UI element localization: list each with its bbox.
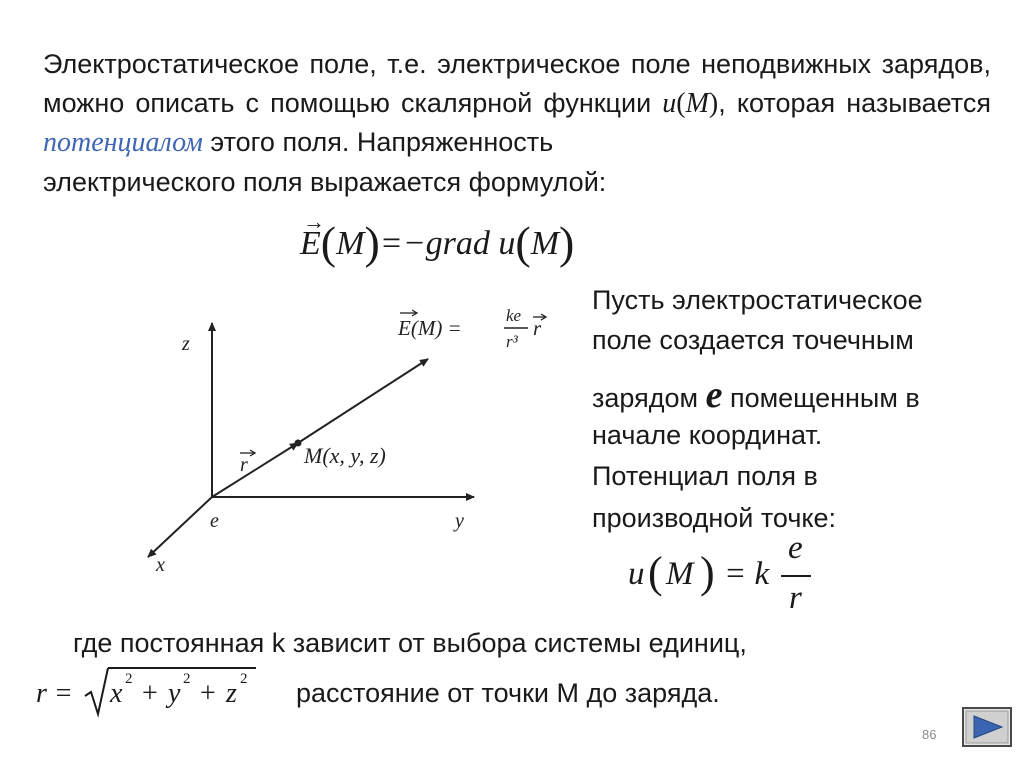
x-term: x: [110, 678, 123, 709]
field-denominator: r³: [506, 332, 518, 351]
intro-text-2: , которая называется: [718, 87, 991, 118]
paren-right-2: ): [559, 217, 575, 268]
M-symbol-2: M: [530, 225, 560, 262]
paren-right: ): [700, 548, 715, 597]
paren-left: (: [320, 217, 337, 268]
intro-paragraph: [43, 45, 991, 201]
right-line-3: [592, 373, 920, 417]
z-term: z: [226, 678, 237, 709]
page-number: 86: [922, 727, 937, 742]
right-line-4: начале координат.: [592, 420, 823, 450]
potential-term: потенциалом: [43, 127, 203, 158]
potential-formula: [628, 530, 828, 620]
right-line-3b: помещенным в: [722, 383, 920, 413]
field-vector: [298, 359, 428, 443]
E-symbol: E: [300, 225, 321, 262]
x-label: x: [156, 554, 165, 576]
y-term: y: [168, 678, 181, 709]
fraction-numerator: e: [788, 530, 803, 566]
intro-text-4: электрического поля выражается формулой:: [43, 166, 607, 197]
M-symbol: M: [685, 87, 709, 119]
x-exponent: 2: [125, 671, 133, 687]
next-slide-button[interactable]: [962, 707, 1012, 747]
sqrt-bar: [108, 667, 256, 669]
coordinate-diagram: [130, 295, 570, 585]
equals-k: = k: [724, 556, 770, 592]
field-r: r: [533, 316, 542, 340]
r-label: r: [240, 454, 248, 476]
paren-left-2: (: [515, 217, 531, 268]
gradient-formula: [300, 209, 575, 269]
plus-1: +: [142, 678, 158, 709]
formula-rhs: =−grad u: [379, 225, 516, 262]
r-equals: r =: [36, 678, 73, 709]
right-line-5: Потенциал поля в: [592, 461, 818, 491]
paren-right: ): [708, 87, 719, 119]
u-symbol: u: [662, 87, 677, 119]
M-symbol: M: [666, 556, 694, 592]
right-line-3a: зарядом: [592, 383, 706, 413]
M-symbol: M: [336, 225, 365, 262]
point-M-label: M(x, y, z): [304, 443, 386, 468]
r-vector: [212, 443, 298, 497]
right-line-2: поле создается точечным: [592, 325, 914, 355]
right-line-6: производной точке:: [592, 503, 837, 533]
constant-k-text: где постоянная k зависит от выбора системы единиц,: [73, 628, 747, 658]
charge-e-symbol: e: [705, 374, 723, 416]
distance-description: расстояние от точки М до заряда.: [296, 678, 720, 708]
paren-left: (: [648, 548, 663, 597]
vector-arrow-icon: →: [303, 209, 325, 234]
fraction-bar: [781, 575, 811, 577]
paren-left: (: [676, 87, 686, 119]
fraction-denominator: r: [789, 580, 802, 616]
u-symbol: u: [628, 556, 645, 592]
x-axis: [148, 497, 212, 557]
plus-2: +: [200, 678, 216, 709]
E-vector: [300, 209, 325, 263]
intro-text-1: Электростатическое поле, т.е. электрическое поле неподвижных зарядов, можно описать с помощью скалярной функции: [43, 49, 991, 118]
z-exponent: 2: [240, 671, 248, 687]
z-label: z: [182, 333, 190, 355]
field-numerator: ke: [506, 306, 522, 325]
right-line-1: Пусть электростатическое: [592, 285, 923, 315]
field-formula-lhs: E(M) =: [398, 316, 462, 340]
origin-label: e: [210, 510, 219, 532]
y-label: y: [455, 510, 464, 532]
point-M: [295, 440, 302, 447]
paren-right: ): [364, 217, 380, 268]
play-next-icon: [962, 707, 1012, 747]
sqrt-icon: [84, 666, 110, 718]
intro-text-3: этого поля. Напряженность: [202, 127, 554, 157]
y-exponent: 2: [183, 671, 191, 687]
